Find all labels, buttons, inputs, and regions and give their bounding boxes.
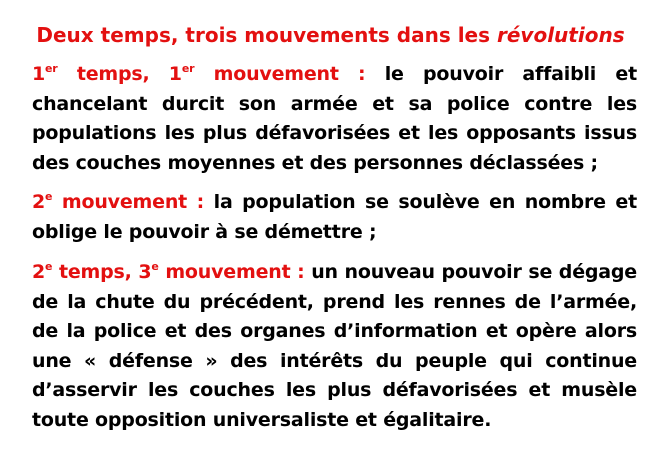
paragraph-first-movement <box>32 60 637 178</box>
lead-text: temps, 3 <box>52 261 152 283</box>
paragraph-lead <box>32 191 214 213</box>
lead-text: temps, 1 <box>57 63 182 85</box>
lead-superscript: e <box>151 259 159 273</box>
lead-text: 2 <box>32 191 46 213</box>
paragraph-body: le pouvoir affaibli et chancelant durcit son armée et sa police contre les populations les plus défavorisées et les opposants issus des couches moyennes et des personnes déclassées ; <box>32 63 637 174</box>
lead-superscript: e <box>45 189 53 203</box>
page-title <box>0 22 661 48</box>
lead-superscript: e <box>45 259 53 273</box>
lead-text: mouvement : <box>52 191 214 213</box>
paragraph-lead <box>32 63 385 85</box>
paragraph-second-movement <box>32 188 637 247</box>
paragraph-body: un nouveau pouvoir se dégage de la chute du précédent, prend les rennes de l’armée, de la police et des organes d’information et opère alors une « défense » des intérêts du peuple qui continue d’asservir les couches les plus défavorisées et musèle toute opposition universaliste et égalitaire. <box>32 261 637 431</box>
lead-text: 1 <box>32 63 46 85</box>
title-emphasis: révolutions <box>497 23 625 47</box>
paragraph-third-movement <box>32 258 637 435</box>
title-main: Deux temps, trois mouvements dans les <box>36 23 497 47</box>
lead-text: mouvement : <box>158 261 312 283</box>
lead-superscript: er <box>45 61 58 75</box>
lead-text: mouvement : <box>194 63 385 85</box>
lead-superscript: er <box>181 61 195 75</box>
paragraph-body: la population se soulève en nombre et oblige le pouvoir à se démettre ; <box>32 191 637 243</box>
paragraph-lead <box>32 261 311 283</box>
lead-text: 2 <box>32 261 46 283</box>
